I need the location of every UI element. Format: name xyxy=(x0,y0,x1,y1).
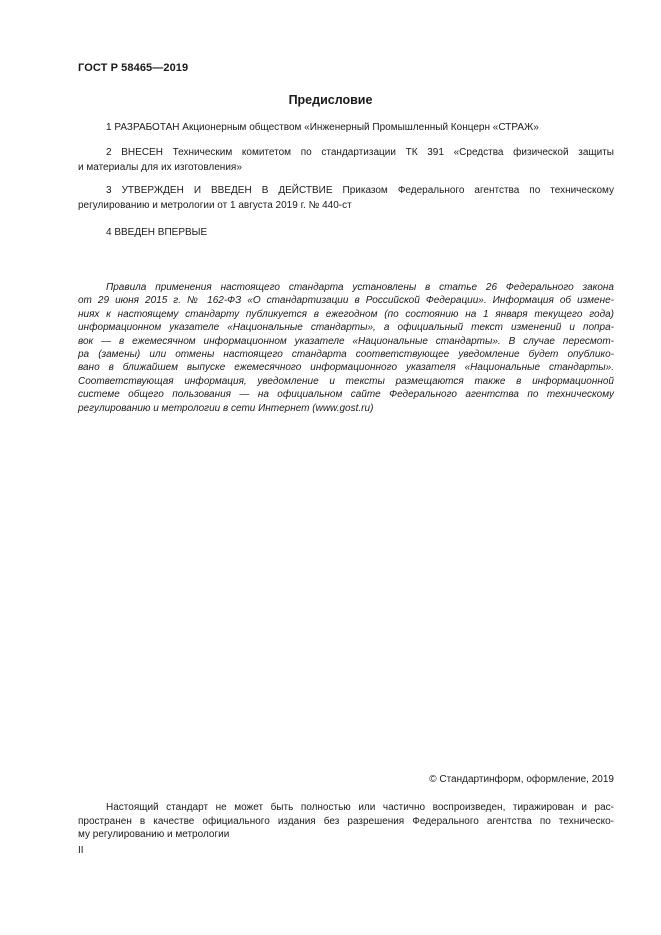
notice-line-6: ра (замены) или отмены настоящего стандарта соответствующее уведомление будет опублико- xyxy=(78,349,614,361)
notice-line-9: системе общего пользования — на официальном сайте Федерального агентства по техническому xyxy=(78,389,614,401)
section-title: Предисловие xyxy=(288,93,373,107)
copyright-line: © Стандартинформ, оформление, 2019 xyxy=(429,774,614,785)
foreword-item-3-line-1: 3 УТВЕРЖДЕН И ВВЕДЕН В ДЕЙСТВИЕ Приказом Федерального агентства по техническому xyxy=(106,185,614,196)
foreword-item-1 xyxy=(78,121,614,136)
rights-line-1: Настоящий стандарт не может быть полностью или частично воспроизведен, тиражирован и рас- xyxy=(106,802,614,813)
notice-line-1: Правила применения настоящего стандарта установлены в статье 26 Федерального закона xyxy=(106,282,614,293)
foreword-item-1-line-1: 1 РАЗРАБОТАН Акционерным обществом «Инженерный Промышленный Концерн «СТРАЖ» xyxy=(106,122,539,133)
page-number: II xyxy=(78,845,84,856)
document-id: ГОСТ Р 58465—2019 xyxy=(78,62,189,74)
rights-line-2: пространен в качестве официального издания без разрешения Федерального агентства по техническо- xyxy=(78,815,614,827)
notice-line-10: регулированию и метрологии в сети Интернет (www.gost.ru) xyxy=(78,402,374,414)
rights-line-3: му регулированию и метрологии xyxy=(78,829,230,840)
foreword-item-2 xyxy=(78,146,614,175)
foreword-item-2-line-2: и материалы для их изготовления» xyxy=(78,161,242,173)
foreword-item-3 xyxy=(78,184,614,213)
notice-line-7: вано в ближайшем выпуске ежемесячного информационного указателя «Национальные стандарты». xyxy=(78,362,614,374)
foreword-item-4 xyxy=(78,226,614,241)
foreword-item-2-line-1: 2 ВНЕСЕН Техническим комитетом по стандартизации ТК 391 «Средства физической защиты xyxy=(106,147,614,158)
notice-line-4: информационном указателе «Национальные стандарты», а официальный текст изменений и попра- xyxy=(78,322,614,334)
application-notice xyxy=(78,281,614,415)
notice-line-3: ниях к настоящему стандарту публикуется в ежегодном (по состоянию на 1 января текущего года) xyxy=(78,308,614,320)
reproduction-rights-notice xyxy=(78,801,614,842)
notice-line-2: от 29 июня 2015 г. № 162-ФЗ «О стандартизации в Российской Федерации». Информация об измене- xyxy=(78,295,614,307)
notice-line-8: Соответствующая информация, уведомление и тексты размещаются также в информационной xyxy=(78,375,614,387)
notice-line-5: вок — в ежемесячном информационном указателе «Национальные стандарты». В случае пересмот- xyxy=(78,335,614,347)
foreword-item-3-line-2: регулированию и метрологии от 1 августа 2019 г. № 440-ст xyxy=(78,199,352,211)
foreword-item-4-line-1: 4 ВВЕДЕН ВПЕРВЫЕ xyxy=(106,227,208,238)
